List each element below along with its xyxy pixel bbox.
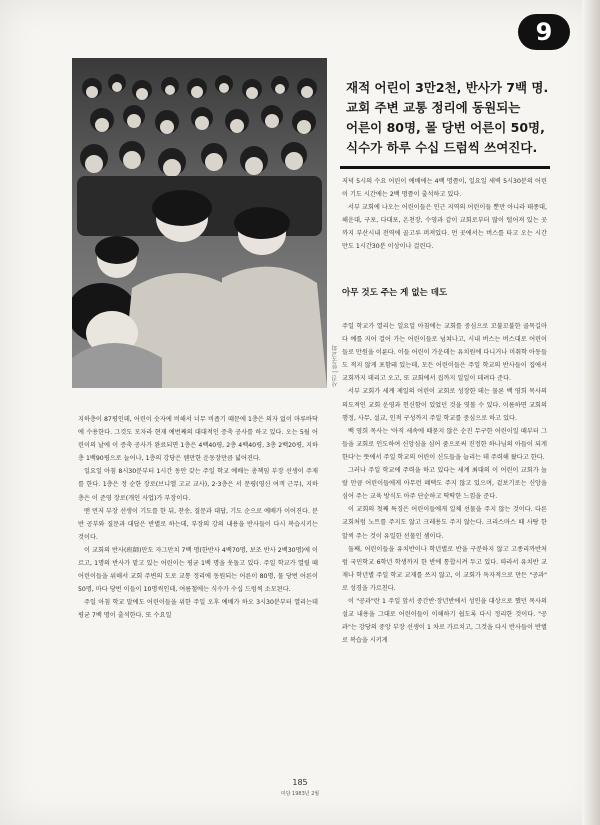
right-column-body — [342, 320, 547, 647]
paragraph: 이 교회의 첫째 특징은 어린이들에게 일체 선물을 주지 않는 것이다. 다른 교회처럼 노트를 주지도 않고 크레용도 주지 않는다. 크리스마스 때 사탕 한 알씩 주는 것이 유일한 선물인 셈이다. — [342, 506, 547, 540]
page-binding-shadow — [582, 0, 600, 825]
congregation-photo — [72, 58, 327, 388]
left-column-body — [78, 413, 318, 623]
paragraph: 그러나 주일 학교에 주력을 하고 있다는 세계 최대의 이 어린이 교회가 놀랄 만큼 어린이들에게 아무런 혜택도 주지 않고 있으며, 겉보기로는 신앙을 심어 주는 교육 방식도 아주 단순하고 딱딱한 느낌을 준다. — [342, 467, 547, 501]
headline-line: 식수가 하루 수십 드럼씩 쓰여진다. — [346, 140, 538, 155]
paragraph: 둘째, 어린이들을 유치반이나 학년별로 반을 구분하지 않고 고종리까반처럼 국민학교 6학년 학생까지 한 반에 통합시켜 두고 있다. 따라서 유치반 교재나 학년별 주일 학교 교재를 쓰지 않고, 이 교회가 독자적으로 만든 "공과" 로 성경을 가르친다. — [342, 545, 547, 592]
photo-credit: 사진 | 한국교회 — [332, 345, 339, 387]
section-subhead: 아무 것도 주는 게 없는 데도 — [342, 288, 448, 298]
paragraph: 이 교회의 반사(班師)만도 자그만치 7백 명(한반사 4백70명, 보조 반사 2백30명)에 이르고, 1명의 반사가 맡고 있는 어린이는 평균 1백 명을 웃돌고 있다. 주일 학교가 열릴 때 어린이들을 위해서 교회 주변의 도로 교통 정리에 동원되는 어른이 80명, 물 당번 어른이 50명, 마다 당번 이들이 10명씩인데, 여름철에는 식수가 수십 드럼씩 소모된다. — [78, 546, 318, 594]
headline-line: 재적 어린이 3만2천, 반사가 7백 명. — [346, 80, 549, 95]
page-badge — [518, 14, 570, 50]
paragraph: 지하층이 87평인데, 어린이 숫자에 비해서 너무 비좁기 때문에 1층은 의자 없이 마루바닥에 수용한다. 그것도 모자라 현재 예번째의 대대적인 증축 공사를 하고 있다. 오는 5월 어린이의 날에 이 증축 공사가 완료되면 1층은 4백40평, 2층 4백40평, 3층 2백20평, 지하층 1백90평으로 늘어나, 1층의 강당은 웬만한 운동장만큼 넓어진다. — [78, 416, 318, 463]
headline-line: 교회 주변 교통 정리에 동원되는 — [346, 100, 521, 115]
headline-line: 어른이 80명, 몰 당번 어른이 50명, — [346, 120, 545, 135]
footer-issue: 미담 1983년 2월 — [280, 791, 320, 797]
right-column-intro — [342, 175, 547, 254]
paragraph: 주일 학교가 열리는 일요일 아침에는 교회를 중심으로 꼬불꼬불한 골목길마다 예를 지어 걸어 가는 어린이들로 넘쳐나고, 시내 버스는 버스대로 어린이들로 만원을 이룬다. 이들 어린이 가운데는 유치원에 다니거나 미취학 아동들도 적지 않게 포함돼 있는데, 모든 어린이들은 주일 학교의 반사들이 집에서 교회까지 데리고 오고, 또 교회에서 집까지 일일이 데려다 준다. — [342, 323, 547, 383]
page-badge-number: 9 — [535, 18, 553, 46]
paragraph: 주일 아침 학교 말에도 어린이들을 위한 주일 오후 예배가 하오 3시30분부터 열리는데 평균 7백 명이 출석한다. 또 수요일 — [78, 599, 318, 620]
headline-rule — [340, 166, 550, 169]
paragraph: 서부 교회에 나오는 어린이들은 인근 지역의 어린이들 뿐만 아니라 태종대, 해운대, 구포, 다대포, 온천장, 수영과 같이 교회로부터 많이 떨어져 있는 곳까지 부산시내 전역에 골고루 퍼져있다. 먼 곳에서는 버스를 타고 오는 시간만도 1시간30분 이상이나 걸린다. — [342, 204, 547, 251]
headline — [346, 78, 549, 158]
paragraph: 백 영희 목사는 '아직 세속에 때묻지 않은 순진 무구한 어린이일 때부터 그들을 교회로 인도하여 신앙심을 심어 줌으로써 진정한 하나님의 아들이 되게 한다'는 뜻에서 주일 학교의 어린이 신도들을 늘리는 데 주력해 왔다고 한다. — [342, 427, 547, 461]
children-crowd-image — [72, 58, 327, 388]
paragraph: 일요일 아침 8시30분부터 1시간 동안 갖는 주일 학교 예배는 총책임 부장 선생이 주재를 한다. 1층은 정 순한 장로(브니엘 고교 교사), 2·3층은 서 문평(영신 여객 근무), 지하층은 이 준영 장로(개인 사업)가 부장이다. — [78, 468, 318, 502]
paragraph: 이 "공과"란 1 주일 앞서 중간반·장년반에서 성인을 대상으로 했던 목사의 설교 내용을 그대로 어린이들이 이해하기 쉽도록 다시 정리한 것이다. "공과"는 강당의 중앙 부장 선생이 1 차로 가르치고, 그것을 다시 반사들이 반별로 복습을 시키게 — [342, 597, 547, 645]
page-number: 185 — [292, 778, 308, 787]
paragraph: 맨 먼저 부장 선생이 기도를 한 뒤, 찬송, 질문과 대답, 기도 순으로 예배가 이어진다. 분반 공부와 질문과 대답은 반별로 하는데, 부장의 강의 내용을 반사들이 다시 복습시키는 것이다. — [78, 507, 318, 541]
paragraph: 서부 교회가 세계 제일의 어린이 교회로 성장한 데는 물론 백 영희 목사의 의도적인 교회 운영과 헌신함이 있었던 것을 엿볼 수 있다. 이름하면 교회의 행정, 사무, 설교, 인적 구성까지 주일 학교를 중심으로 하고 있다. — [342, 388, 547, 422]
paragraph: 저녁 5시의 수요 어린이 예배에는 4백 명쯤이, 일요일 새벽 5시30분의 어린이 기도 시간에는 2백 명쯤이 출석하고 있다. — [342, 178, 547, 199]
